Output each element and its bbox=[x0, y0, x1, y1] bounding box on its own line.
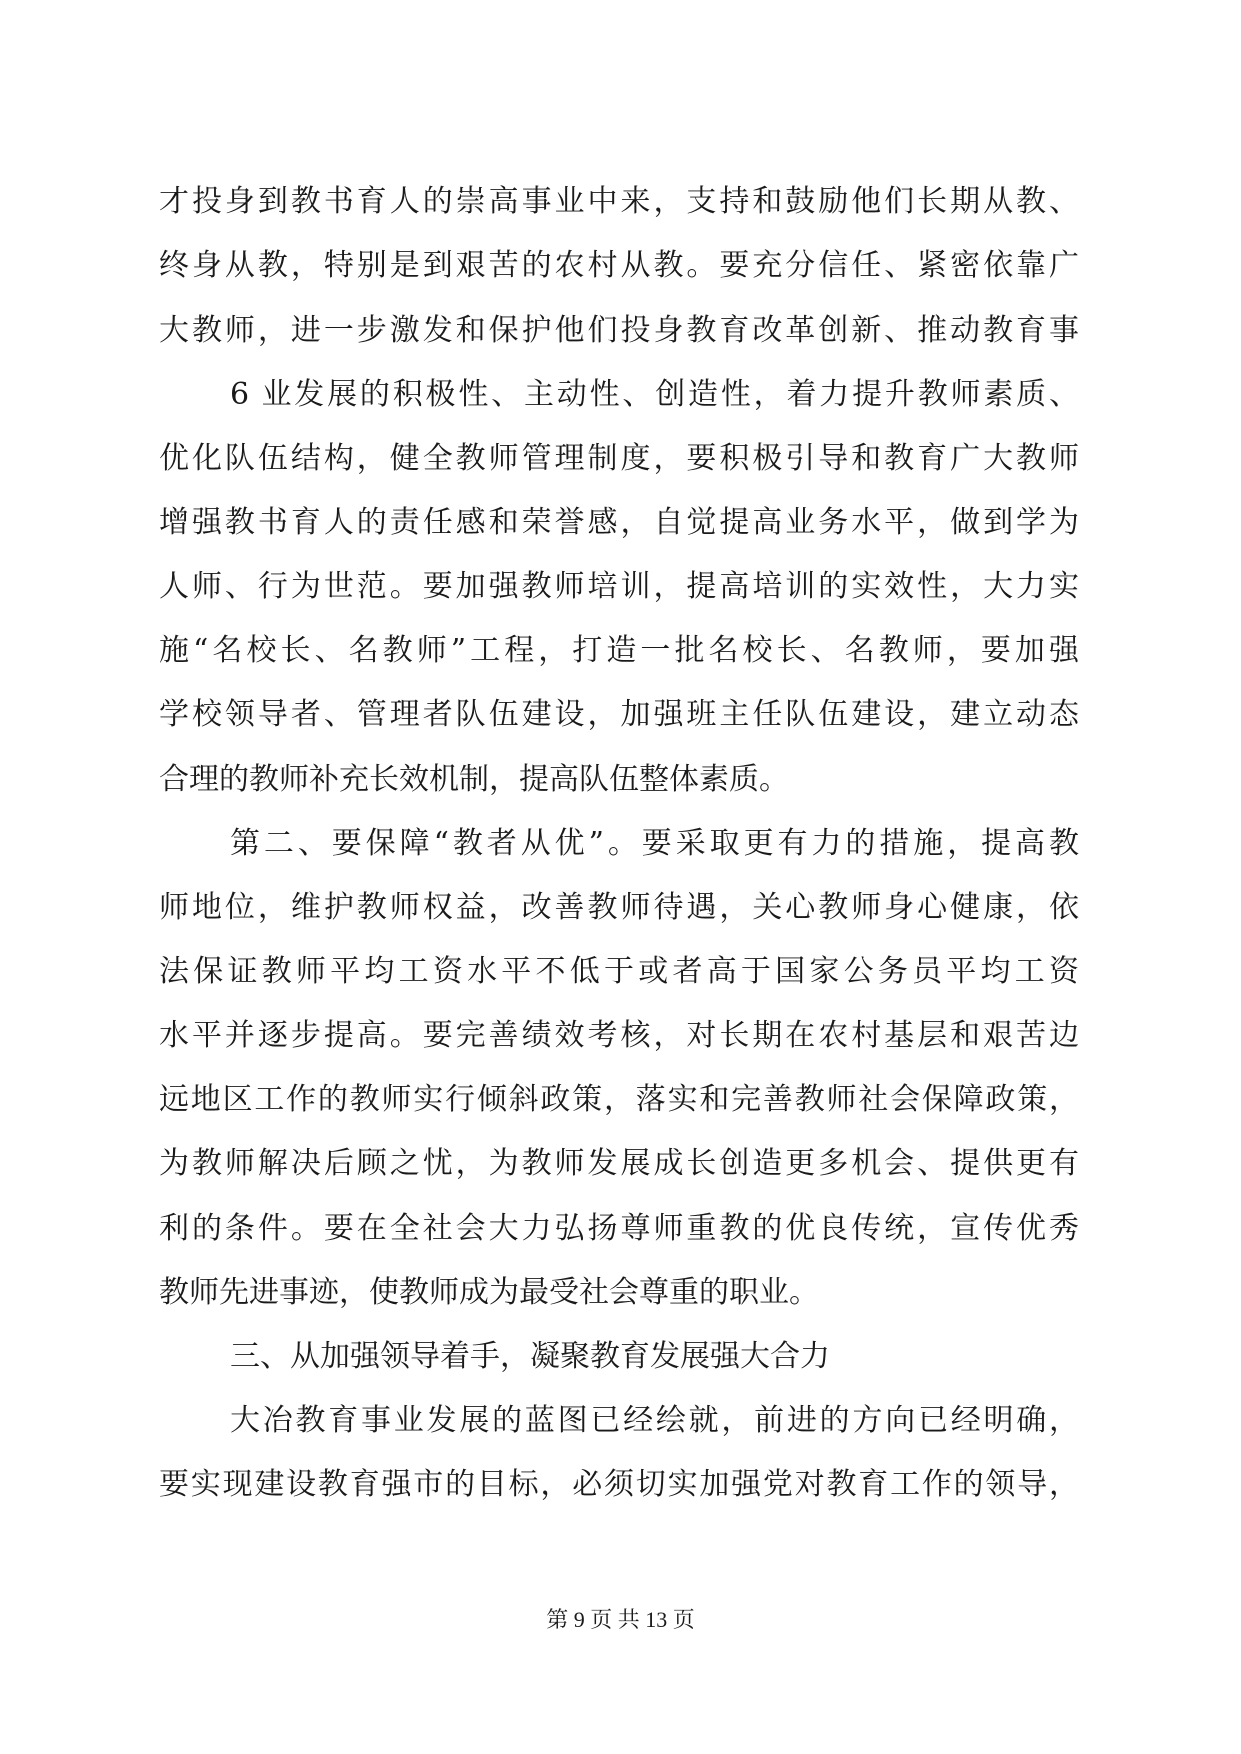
body-text-line: 法保证教师平均工资水平不低于或者高于国家公务员平均工资 bbox=[159, 954, 1079, 989]
section-heading: 三、从加强领导着手，凝聚教育发展强大合力 bbox=[230, 1339, 830, 1374]
body-text-line: 要实现建设教育强市的目标，必须切实加强党对教育工作的领导， bbox=[159, 1467, 1079, 1502]
body-text-line: 合理的教师补充长效机制，提高队伍整体素质。 bbox=[159, 762, 789, 797]
body-text-line: 第二、要保障“教者从优”。要采取更有力的措施，提高教 bbox=[230, 826, 1079, 861]
body-text-line: 学校领导者、管理者队伍建设，加强班主任队伍建设，建立动态 bbox=[159, 697, 1079, 732]
body-text-line: 师地位，维护教师权益，改善教师待遇，关心教师身心健康，依 bbox=[159, 890, 1079, 925]
body-text-line: 施“名校长、名教师”工程，打造一批名校长、名教师，要加强 bbox=[159, 633, 1079, 668]
body-text-line: 优化队伍结构，健全教师管理制度，要积极引导和教育广大教师 bbox=[159, 441, 1079, 476]
body-text-line: 为教师解决后顾之忧，为教师发展成长创造更多机会、提供更有 bbox=[159, 1146, 1079, 1181]
body-text-line: 水平并逐步提高。要完善绩效考核，对长期在农村基层和艰苦边 bbox=[159, 1018, 1079, 1053]
page-footer: 第 9 页 共 13 页 bbox=[546, 1607, 695, 1632]
body-text-line: 大教师，进一步激发和保护他们投身教育改革创新、推动教育事 bbox=[159, 313, 1079, 348]
body-text-line: 利的条件。要在全社会大力弘扬尊师重教的优良传统，宣传优秀 bbox=[159, 1211, 1079, 1246]
body-text-line: 大冶教育事业发展的蓝图已经绘就，前进的方向已经明确， bbox=[230, 1403, 1079, 1438]
body-text-line: 人师、行为世范。要加强教师培训，提高培训的实效性，大力实 bbox=[159, 569, 1079, 604]
body-text-line: 教师先进事迹，使教师成为最受社会尊重的职业。 bbox=[159, 1275, 819, 1310]
body-text-line: 6 业发展的积极性、主动性、创造性，着力提升教师素质、 bbox=[230, 377, 1079, 412]
body-text-line: 增强教书育人的责任感和荣誉感，自觉提高业务水平，做到学为 bbox=[159, 505, 1079, 540]
body-text-line: 才投身到教书育人的崇高事业中来，支持和鼓励他们长期从教、 bbox=[159, 184, 1079, 219]
body-text-line: 远地区工作的教师实行倾斜政策，落实和完善教师社会保障政策， bbox=[159, 1082, 1079, 1117]
body-text-line: 终身从教，特别是到艰苦的农村从教。要充分信任、紧密依靠广 bbox=[159, 248, 1079, 283]
